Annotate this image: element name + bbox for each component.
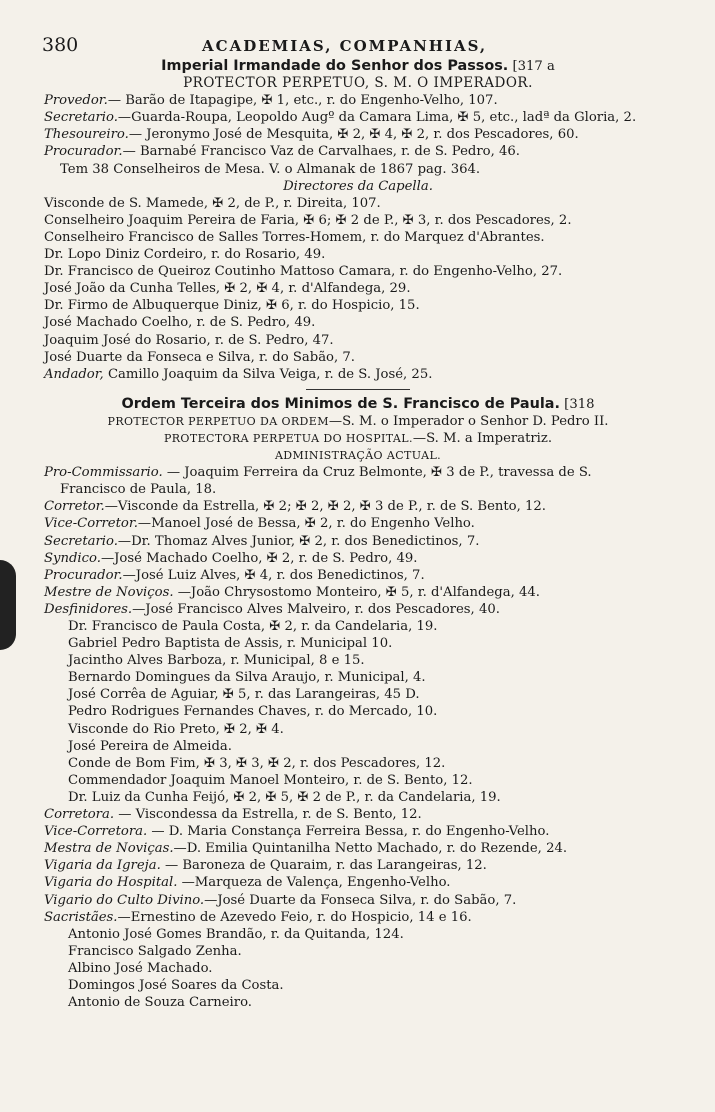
list-item: José Pereira de Almeida. — [68, 738, 232, 754]
list-item: Antonio de Souza Carneiro. — [68, 995, 252, 1011]
entry-text: — Baroneza de Quaraim, r. das Larangeiras, 12. — [160, 858, 487, 874]
note-line: Tem 38 Conselheiros de Mesa. V. o Almanak de 1867 pag. 364. — [60, 161, 481, 177]
entry-line — [44, 515, 672, 532]
entry-line — [44, 143, 672, 160]
entry-role: Vice-Corretora. — [44, 824, 148, 840]
entry-text: —José Francisco Alves Malveiro, r. dos Pescadores, 40. — [132, 601, 500, 617]
pro-commissario-line: Pro-Commissario. — Joaquim Ferreira da Cruz Belmonte, ✠ 3 de P., travessa de S. — [44, 465, 592, 481]
entry-line — [44, 840, 672, 857]
entry-line — [44, 909, 672, 926]
entry-text: —José Machado Coelho, ✠ 2, r. de S. Pedro, 49. — [100, 550, 418, 566]
protector-line: PROTECTOR PERPETUO, S. M. O IMPERADOR. — [183, 75, 533, 92]
page-header — [42, 34, 682, 58]
list-item: Albino José Machado. — [68, 960, 213, 976]
list-item: Joaquim José do Rosario, r. de S. Pedro, 47. — [44, 332, 334, 348]
entry-line — [44, 92, 672, 109]
list-item: José Corrêa de Aguiar, ✠ 5, r. das Larangeiras, 45 D. — [68, 687, 420, 703]
page-number: 380 — [42, 34, 79, 56]
entry-text: — Jeronymo José de Mesquita, ✠ 2, ✠ 4, ✠ 2, r. dos Pescadores, 60. — [128, 127, 579, 143]
entry-role: Corretora. — [44, 807, 115, 823]
entry-text: —Ernestino de Azevedo Feio, r. do Hospicio, 14 e 16. — [117, 909, 472, 925]
entry-role: Procurador. — [44, 144, 123, 160]
pro-commissario-cont: Francisco de Paula, 18. — [60, 482, 217, 498]
list-item: José João da Cunha Telles, ✠ 2, ✠ 4, r. d'Alfandega, 29. — [44, 281, 411, 297]
entry-role: Vigario do Culto Divino. — [44, 892, 205, 908]
entry-text: —Guarda-Roupa, Leopoldo Augº da Camara Lima, ✠ 5, etc., ladª da Gloria, 2. — [117, 110, 637, 126]
entry-line — [44, 533, 672, 550]
entry-line — [44, 550, 672, 567]
entry-line — [44, 601, 672, 618]
section-divider — [306, 389, 410, 390]
officers-list — [44, 498, 672, 618]
entry-line — [44, 806, 672, 823]
list-item: Bernardo Domingues da Silva Araujo, r. Municipal, 4. — [68, 670, 426, 686]
list-item: Francisco Salgado Zenha. — [68, 943, 242, 959]
entry-line — [44, 892, 672, 909]
entry-text: —José Luiz Alves, ✠ 4, r. dos Benedictinos, 7. — [122, 567, 425, 583]
protectora-line: PROTECTORA PERPETUA DO HOSPITAL.—S. M. a Imperatriz. — [163, 430, 553, 446]
section-title: Imperial Irmandade do Senhor dos Passos. [317 a — [161, 58, 555, 74]
list-item: Jacintho Alves Barboza, r. Municipal, 8 e 15. — [68, 653, 365, 669]
list-item: Antonio José Gomes Brandão, r. da Quitanda, 124. — [68, 926, 404, 942]
list-item: Conselheiro Francisco de Salles Torres-Homem, r. do Marquez d'Abrantes. — [44, 229, 545, 245]
entry-role: Vice-Corretor. — [44, 516, 138, 532]
list-item: José Machado Coelho, r. de S. Pedro, 49. — [44, 315, 316, 331]
officers-list-2 — [44, 806, 672, 926]
entry-line — [44, 567, 672, 584]
entry-role: Mestre de Noviços. — [44, 584, 174, 600]
running-head: ACADEMIAS, COMPANHIAS, — [202, 37, 488, 55]
entry-role: Mestra de Noviças. — [44, 841, 174, 857]
officers-list — [44, 92, 672, 160]
entry-role: Vigaria do Hospital. — [44, 875, 178, 891]
entry-line — [44, 823, 672, 840]
list-item: Visconde de S. Mamede, ✠ 2, de P., r. Direita, 107. — [44, 195, 381, 211]
entry-role: Syndico. — [44, 550, 101, 566]
entry-role: Sacristães. — [44, 909, 118, 925]
list-item: Conselheiro Joaquim Pereira de Faria, ✠ 6; ✠ 2 de P., ✠ 3, r. dos Pescadores, 2. — [44, 212, 572, 228]
list-item: Visconde do Rio Preto, ✠ 2, ✠ 4. — [68, 721, 284, 737]
page-content — [44, 58, 672, 1011]
entry-line — [44, 584, 672, 601]
entry-line — [44, 126, 672, 143]
entry-text: — D. Maria Constança Ferreira Bessa, r. do Engenho-Velho. — [147, 824, 550, 840]
list-item: Commendador Joaquim Manoel Monteiro, r. de S. Bento, 12. — [68, 772, 473, 788]
section-title: Ordem Terceira dos Minimos de S. Francisco de Paula. [318 — [121, 395, 595, 412]
entry-role: Corretor. — [44, 499, 105, 515]
entry-text: — Barnabé Francisco Vaz de Carvalhaes, r. de S. Pedro, 46. — [122, 144, 520, 160]
entry-text: —João Chrysostomo Monteiro, ✠ 5, r. d'Alfandega, 44. — [173, 584, 540, 600]
entry-text: —José Duarte da Fonseca Silva, r. do Sabão, 7. — [204, 892, 517, 908]
entry-role: Desfinidores. — [44, 601, 133, 617]
definidores-list — [44, 618, 672, 806]
entry-line — [44, 874, 672, 891]
list-item: Gabriel Pedro Baptista de Assis, r. Municipal 10. — [68, 636, 393, 652]
list-item: Domingos José Soares da Costa. — [68, 977, 284, 993]
list-item: Pedro Rodrigues Fernandes Chaves, r. do Mercado, 10. — [68, 704, 438, 720]
list-item: Dr. Francisco de Queiroz Coutinho Mattoso Camara, r. do Engenho-Velho, 27. — [44, 264, 563, 280]
directors-list — [44, 195, 672, 366]
list-item: Dr. Francisco de Paula Costa, ✠ 2, r. da Candelaria, 19. — [68, 619, 438, 634]
protector-line: PROTECTOR PERPETUO DA ORDEM—S. M. o Imperador o Senhor D. Pedro II. — [107, 413, 609, 429]
list-item: Conde de Bom Fim, ✠ 3, ✠ 3, ✠ 2, r. dos Pescadores, 12. — [68, 755, 446, 771]
binding-shadow — [0, 560, 16, 650]
entry-text: —Visconde da Estrella, ✠ 2; ✠ 2, ✠ 2, ✠ 3 de P., r. de S. Bento, 12. — [104, 499, 546, 515]
entry-role: Provedor. — [44, 93, 108, 109]
entry-text: — Viscondessa da Estrella, r. de S. Bento, 12. — [114, 807, 422, 823]
entry-role: Secretario. — [44, 533, 118, 549]
list-item: José Duarte da Fonseca e Silva, r. do Sabão, 7. — [44, 349, 355, 365]
entry-text: —Dr. Thomaz Alves Junior, ✠ 2, r. dos Benedictinos, 7. — [117, 533, 480, 549]
entry-text: —Manoel José de Bessa, ✠ 2, r. do Engenho Velho. — [137, 516, 475, 532]
entry-line — [44, 857, 672, 874]
entry-line — [44, 498, 672, 515]
entry-role: Vigaria da Igreja. — [44, 858, 161, 874]
entry-text: — Barão de Itapagipe, ✠ 1, etc., r. do Engenho-Velho, 107. — [107, 93, 498, 109]
andador-line: Andador, Camillo Joaquim da Silva Veiga, r. de S. José, 25. — [44, 366, 433, 382]
admin-heading: ADMINISTRAÇÃO ACTUAL. — [274, 449, 442, 463]
entry-role: Procurador. — [44, 567, 123, 583]
list-item: Dr. Lopo Diniz Cordeiro, r. do Rosario, 49. — [44, 247, 326, 263]
subheading: Directores da Capella. — [283, 178, 433, 194]
entry-role: Thesoureiro. — [44, 127, 129, 143]
sacristaes-list — [44, 926, 672, 1011]
list-item: Dr. Firmo de Albuquerque Diniz, ✠ 6, r. do Hospicio, 15. — [44, 298, 420, 314]
entry-text: —Marqueza de Valença, Engenho-Velho. — [177, 875, 451, 891]
list-item: Dr. Luiz da Cunha Feijó, ✠ 2, ✠ 5, ✠ 2 de P., r. da Candelaria, 19. — [68, 789, 501, 805]
entry-line — [44, 109, 672, 126]
entry-role: Secretario. — [44, 110, 118, 126]
entry-text: —D. Emilia Quintanilha Netto Machado, r. do Rezende, 24. — [173, 841, 568, 857]
